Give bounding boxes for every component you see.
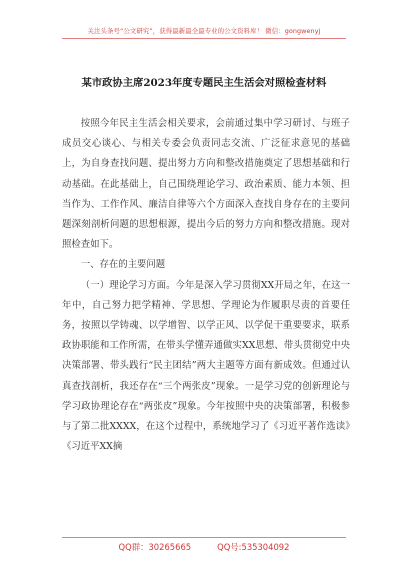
footer-qq-group: QQ群：30265665 — [118, 542, 192, 552]
section-heading: 一、存在的主要问题 — [80, 259, 166, 271]
document-body — [62, 114, 350, 457]
footer — [0, 541, 408, 553]
footer-divider — [62, 537, 346, 538]
document-title: 某市政协主席2023年度专题民主生活会对照检查材料 — [81, 77, 327, 89]
footer-qq-number: QQ号:535304092 — [217, 542, 290, 552]
paragraph-theory-study: （一）理论学习方面。今年是深入学习贯彻XX开局之年，在这一年中，自己努力把学精神、学思想、学理论为作履职尽责的首要任务，按照以学铸魂、以学增智、以学正风、以学促干重要要求，联系政协职能和工作所需，在带头学懂弄通做实XX思想、带头贯彻党中央决策部署、带头践行“民主团结”两大主题等方面有新成效。但通过认真查找剖析，我还存在“三个两张皮”现象。一是学习党的创新理论与学习政协理论存在“两张皮”现象。今年按照中央的决策部署，积极参与了第二批XXXX，在这个过程中，系统地学习了《习近平著作选读》《习近平XX摘 — [62, 279, 350, 453]
header-divider — [62, 38, 346, 39]
header-banner: 关注头条号“公文研究”，获得最新最全最专业的公文资料库！ 微信：gongwenyj — [87, 27, 321, 35]
paragraph-intro: 按照今年民主生活会相关要求，会前通过集中学习研讨、与班子成员交心谈心、与相关专委会负责同志交流、广泛征求意见的基础上，为自身查找问题、提出努力方向和整改措施奠定了思想基础和行动基础。在此基础上，自己围绕理论学习、政治素质、能力本领、担当作为、工作作风、廉洁自律等六个方面深入查找自身存在的主要问题深刻剖析问题的思想根源，提出今后的努力方向和整改措施。现对照检查如下。 — [62, 118, 350, 251]
